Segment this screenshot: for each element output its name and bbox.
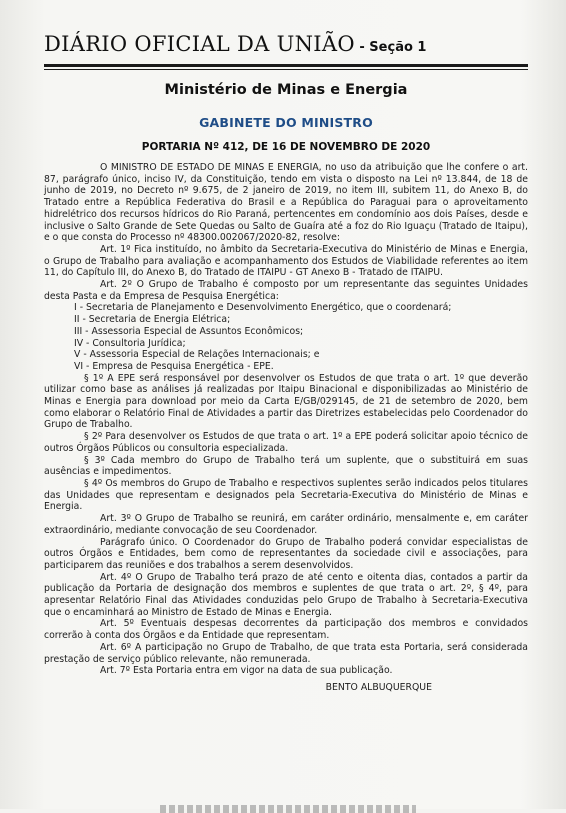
member-item: IV - Consultoria Jurídica; <box>74 337 186 349</box>
gazette-title: DIÁRIO OFICIAL DA UNIÃO <box>44 32 355 56</box>
paragraph-3: § 3º Cada membro do Grupo de Trabalho terá um suplente, que o substituirá em suas ausências e impedimentos. <box>44 454 528 478</box>
article-1: Art. 1º Fica instituído, no âmbito da Secretaria-Executiva do Ministério de Minas e Energia, o Grupo de Trabalho para avaliação e acompanhamento dos Estudos de Viabilidade referentes ao item 11, do Capítulo III, do Anexo B, do Tratado de ITAIPU - GT Anexo B - Tratado de ITAIPU. <box>44 243 528 279</box>
article-4: Art. 4º O Grupo de Trabalho terá prazo de até cento e oitenta dias, contados a partir da publicação da Portaria de designação dos membros e suplentes de que trata o art. 2º, § 4º, para apresentar Relatório Final das Atividades conduzidas pelo Grupo de Trabalho à Secretaria-Executiva que o encaminhará ao Ministro de Estado de Minas e Energia. <box>44 571 528 618</box>
ministry-heading: Ministério de Minas e Energia <box>164 82 408 98</box>
article-3: Art. 3º O Grupo de Trabalho se reunirá, em caráter ordinário, mensalmente e, em caráter extraordinário, mediante convocação de seu Coordenador. <box>44 513 528 536</box>
article-2: Art. 2º O Grupo de Trabalho é composto por um representante das seguintes Unidades desta Pasta e da Empresa de Pesquisa Energética: <box>44 279 528 302</box>
paragraph-2: § 2º Para desenvolver os Estudos de que trata o art. 1º a EPE poderá solicitar apoio técnico de outros Órgãos Públicos ou consultoria especializada. <box>44 431 528 454</box>
member-item: VI - Empresa de Pesquisa Energética - EPE. <box>74 360 274 372</box>
article-5: Art. 5º Eventuais despesas decorrentes da participação dos membros e convidados correrão à conta dos Órgãos e da Entidade que representam. <box>44 618 528 642</box>
paragraph-4: § 4º Os membros do Grupo de Trabalho e respectivos suplentes serão indicados pelos titulares das Unidades que representam e designados pela Secretaria-Executiva do Ministério de Minas e Energia. <box>44 477 528 513</box>
article-7: Art. 7º Esta Portaria entra em vigor na data de sua publicação. <box>100 665 393 677</box>
paragraph-1: § 1º A EPE será responsável por desenvolver os Estudos de que trata o art. 1º que deverão utilizar como base as análises já realizadas por Itaipu Binacional e disponibilizadas ao Ministério de Minas e Energia para download por meio da Carta E/GB/029145, de 21 de setembro de 2020, bem como elaborar o Relatório Final de Atividades a partir das Diretrizes estabelecidas pelo Coordenador do Grupo de Trabalho. <box>44 372 528 431</box>
masthead <box>44 0 528 58</box>
ordinance-body <box>44 162 528 677</box>
sole-paragraph: Parágrafo único. O Coordenador do Grupo de Trabalho poderá convidar especialistas de outros Órgãos e Entidades, bem como de representantes da sociedade civil e associações, para participarem das reuniões e dos trabalhos a serem desenvolvidos. <box>44 536 528 571</box>
member-item: I - Secretaria de Planejamento e Desenvolvimento Energético, que o coordenará; <box>74 302 452 314</box>
ordinance-title: PORTARIA Nº 412, DE 16 DE NOVEMBRO DE 2020 <box>141 141 431 153</box>
member-item: V - Assessoria Especial de Relações Internacionais; e <box>74 349 320 361</box>
office-heading: GABINETE DO MINISTRO <box>199 115 373 130</box>
masthead-rule-thick <box>44 64 528 67</box>
gazette-section: - Seção 1 <box>354 40 427 55</box>
preamble-paragraph: O MINISTRO DE ESTADO DE MINAS E ENERGIA, no uso da atribuição que lhe confere o art. 87, parágrafo único, inciso IV, da Constituição, tendo em vista o disposto na Lei nº 13.844, de 18 de junho de 2019, no Decreto nº 9.675, de 2 janeiro de 2019, no item III, subitem 11, do Anexo B, do Tratado entre a República Federativa do Brasil e a República do Paraguai para o aproveitamento hidrelétrico dos recursos hídricos do Rio Paraná, pertencentes em condomínio aos dois Países, desde e inclusive o Salto Grande de Sete Quedas ou Salto de Guaíra até a foz do Rio Iguaçu (Tratado de Itaipu), e o que consta do Processo nº 48300.002067/2020-82, resolve: <box>44 162 528 244</box>
signature-name: BENTO ALBUQUERQUE <box>325 681 432 693</box>
cut-off-text-fragment <box>160 805 416 813</box>
masthead-rule-thin <box>44 69 528 70</box>
member-item: III - Assessoria Especial de Assuntos Econômicos; <box>74 325 304 337</box>
article-6: Art. 6º A participação no Grupo de Trabalho, de que trata esta Portaria, será considerada prestação de serviço público relevante, não remunerada. <box>44 641 528 665</box>
member-item: II - Secretaria de Energia Elétrica; <box>74 314 231 326</box>
